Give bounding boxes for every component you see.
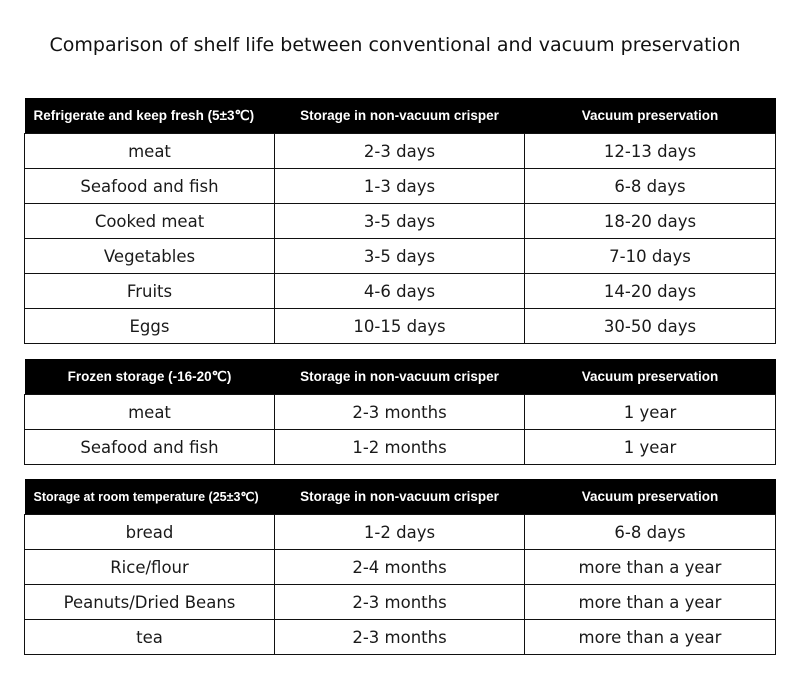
food-cell: Peanuts/Dried Beans (25, 585, 275, 620)
vacuum-cell: 1 year (525, 430, 776, 465)
table-row (25, 515, 776, 550)
table-header-row (25, 98, 776, 134)
food-cell: Seafood and fish (25, 430, 275, 465)
table-row (25, 169, 776, 204)
food-cell: tea (25, 620, 275, 655)
category-header: Storage at room temperature (25±3℃) (25, 479, 275, 515)
table-row (25, 204, 776, 239)
category-header: Frozen storage (-16-20℃) (25, 359, 275, 395)
non-vacuum-cell: 2-4 months (275, 550, 525, 585)
food-cell: Eggs (25, 309, 275, 344)
non-vacuum-cell: 2-3 months (275, 585, 525, 620)
table-row (25, 309, 776, 344)
table-row (25, 620, 776, 655)
table-header-row (25, 479, 776, 515)
vacuum-header: Vacuum preservation (525, 479, 776, 515)
vacuum-cell: 7-10 days (525, 239, 776, 274)
table-row (25, 550, 776, 585)
frozen-table (24, 359, 776, 465)
non-vacuum-cell: 2-3 months (275, 395, 525, 430)
page-title: Comparison of shelf life between conventional and vacuum preservation (49, 34, 741, 56)
non-vacuum-header: Storage in non-vacuum crisper (275, 98, 525, 134)
room-temperature-table (24, 479, 776, 655)
non-vacuum-header: Storage in non-vacuum crisper (275, 479, 525, 515)
table-row (25, 239, 776, 274)
category-header: Refrigerate and keep fresh (5±3℃) (25, 98, 275, 134)
non-vacuum-cell: 1-2 months (275, 430, 525, 465)
vacuum-cell: more than a year (525, 620, 776, 655)
food-cell: bread (25, 515, 275, 550)
food-cell: Fruits (25, 274, 275, 309)
table-row (25, 430, 776, 465)
non-vacuum-cell: 2-3 months (275, 620, 525, 655)
table-row (25, 134, 776, 169)
table-row (25, 274, 776, 309)
vacuum-header: Vacuum preservation (525, 359, 776, 395)
refrigerate-table (24, 98, 776, 344)
non-vacuum-cell: 4-6 days (275, 274, 525, 309)
table-header-row (25, 359, 776, 395)
vacuum-cell: 1 year (525, 395, 776, 430)
table-row (25, 585, 776, 620)
food-cell: Rice/flour (25, 550, 275, 585)
non-vacuum-header: Storage in non-vacuum crisper (275, 359, 525, 395)
food-cell: meat (25, 395, 275, 430)
table-row (25, 395, 776, 430)
vacuum-cell: more than a year (525, 550, 776, 585)
food-cell: Seafood and fish (25, 169, 275, 204)
vacuum-cell: 6-8 days (525, 515, 776, 550)
vacuum-cell: more than a year (525, 585, 776, 620)
vacuum-cell: 14-20 days (525, 274, 776, 309)
food-cell: Cooked meat (25, 204, 275, 239)
non-vacuum-cell: 2-3 days (275, 134, 525, 169)
non-vacuum-cell: 1-3 days (275, 169, 525, 204)
non-vacuum-cell: 3-5 days (275, 239, 525, 274)
food-cell: meat (25, 134, 275, 169)
non-vacuum-cell: 1-2 days (275, 515, 525, 550)
non-vacuum-cell: 3-5 days (275, 204, 525, 239)
non-vacuum-cell: 10-15 days (275, 309, 525, 344)
vacuum-cell: 12-13 days (525, 134, 776, 169)
vacuum-header: Vacuum preservation (525, 98, 776, 134)
vacuum-cell: 6-8 days (525, 169, 776, 204)
vacuum-cell: 30-50 days (525, 309, 776, 344)
food-cell: Vegetables (25, 239, 275, 274)
vacuum-cell: 18-20 days (525, 204, 776, 239)
